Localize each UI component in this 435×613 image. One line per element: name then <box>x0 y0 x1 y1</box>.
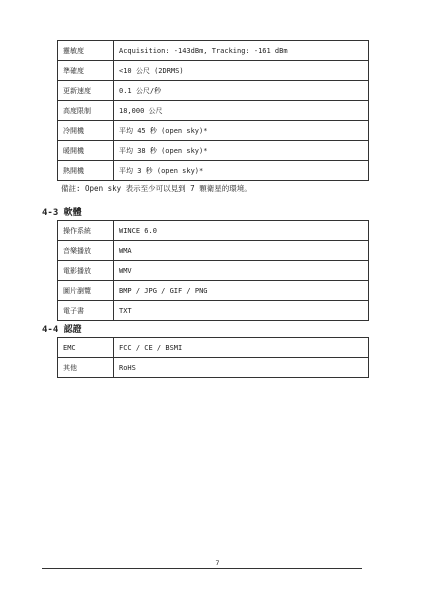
row-label: 熱開機 <box>58 161 114 181</box>
row-value: 平均 45 秒 (open sky)* <box>114 121 369 141</box>
table-row <box>58 241 369 261</box>
row-label: 其他 <box>58 358 114 378</box>
table-row <box>58 161 369 181</box>
row-value: Acquisition: -143dBm, Tracking: -161 dBm <box>114 41 369 61</box>
table-row <box>58 261 369 281</box>
row-value: TXT <box>114 301 369 321</box>
row-value: 18,000 公尺 <box>114 101 369 121</box>
row-value: 平均 3 秒 (open sky)* <box>114 161 369 181</box>
row-label: 電子書 <box>58 301 114 321</box>
row-value: RoHS <box>114 358 369 378</box>
table-row <box>58 81 369 101</box>
row-label: 高度限制 <box>58 101 114 121</box>
certification-table <box>57 337 369 378</box>
footer-divider <box>42 568 362 569</box>
table-row <box>58 358 369 378</box>
software-table <box>57 220 369 321</box>
row-label: 音樂播放 <box>58 241 114 261</box>
page-number: 7 <box>215 559 220 567</box>
row-value: BMP / JPG / GIF / PNG <box>114 281 369 301</box>
row-label: 圖片瀏覽 <box>58 281 114 301</box>
row-value: WMV <box>114 261 369 281</box>
table-row <box>58 41 369 61</box>
gps-spec-table <box>57 40 369 181</box>
row-value: 平均 38 秒 (open sky)* <box>114 141 369 161</box>
table-row <box>58 101 369 121</box>
table-row <box>58 61 369 81</box>
row-value: 0.1 公尺/秒 <box>114 81 369 101</box>
row-label: 更新速度 <box>58 81 114 101</box>
row-label: 靈敏度 <box>58 41 114 61</box>
row-value: FCC / CE / BSMI <box>114 338 369 358</box>
table-row <box>58 121 369 141</box>
row-label: 電影播放 <box>58 261 114 281</box>
table-row <box>58 338 369 358</box>
row-label: 準確度 <box>58 61 114 81</box>
table-row <box>58 221 369 241</box>
open-sky-note: 備註: Open sky 表示至少可以見到 7 顆衛星的環境。 <box>61 184 252 193</box>
row-value: WINCE 6.0 <box>114 221 369 241</box>
section-heading-software: 4-3 軟體 <box>42 208 82 218</box>
row-label: 冷開機 <box>58 121 114 141</box>
table-row <box>58 141 369 161</box>
row-label: EMC <box>58 338 114 358</box>
row-value: <10 公尺 (2DRMS) <box>114 61 369 81</box>
section-heading-certification: 4-4 認證 <box>42 325 82 335</box>
row-label: 暖開機 <box>58 141 114 161</box>
table-row <box>58 301 369 321</box>
table-row <box>58 281 369 301</box>
row-value: WMA <box>114 241 369 261</box>
row-label: 操作系統 <box>58 221 114 241</box>
